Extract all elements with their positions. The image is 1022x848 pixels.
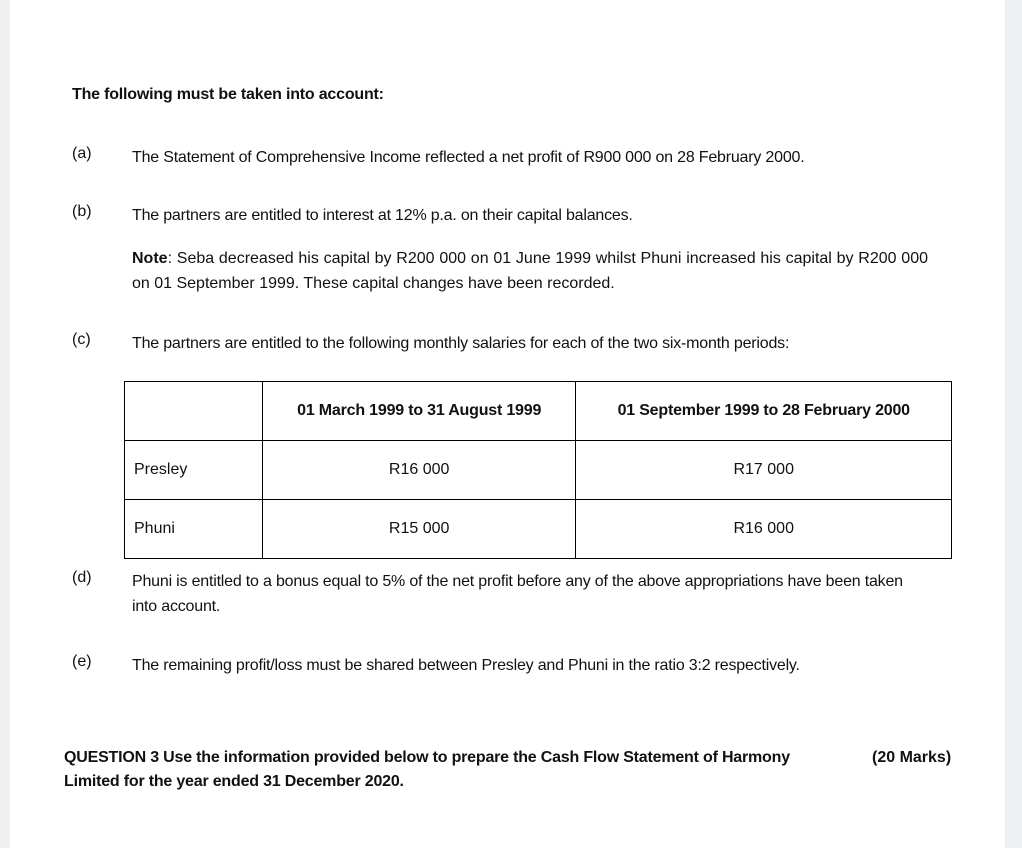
item-marker-e: (e) xyxy=(72,653,92,670)
item-text-b: The partners are entitled to interest at 12% p.a. on their capital balances. xyxy=(132,207,633,224)
row-presley-period2: R17 000 xyxy=(576,441,952,500)
table-header-period2: 01 September 1999 to 28 February 2000 xyxy=(576,382,952,441)
question-title: QUESTION 3 Use the information provided below to prepare the Cash Flow Statement of Harmony Limited for the year ended 31 December 2020. xyxy=(64,749,790,790)
item-text-c: The partners are entitled to the following monthly salaries for each of the two six-month periods: xyxy=(132,335,790,352)
row-phuni-period1: R15 000 xyxy=(262,500,576,559)
item-marker-d: (d) xyxy=(72,569,92,586)
table-header-period1: 01 March 1999 to 31 August 1999 xyxy=(262,382,576,441)
row-phuni-period2: R16 000 xyxy=(576,500,952,559)
note-label: Note xyxy=(132,250,168,267)
item-marker-b: (b) xyxy=(72,203,92,220)
item-marker-c: (c) xyxy=(72,331,91,348)
item-text-d: Phuni is entitled to a bonus equal to 5% of the net profit before any of the above appropriations have been taken into account. xyxy=(132,573,903,615)
note-paragraph xyxy=(132,246,928,296)
table-header-empty xyxy=(125,382,263,441)
question-marks: (20 Marks) xyxy=(872,749,952,766)
row-presley-period1: R16 000 xyxy=(262,441,576,500)
table-row xyxy=(125,441,952,500)
item-marker-a: (a) xyxy=(72,145,92,162)
document-page xyxy=(10,0,1005,848)
note-text: : Seba decreased his capital by R200 000 on 01 June 1999 whilst Phuni increased his capital by R200 000 on 01 September 1999. These capital changes have been recorded. xyxy=(132,250,928,292)
item-text-a: The Statement of Comprehensive Income reflected a net profit of R900 000 on 28 February 2000. xyxy=(132,149,805,166)
salary-table xyxy=(124,381,952,559)
row-name-phuni: Phuni xyxy=(125,500,263,559)
section-heading: The following must be taken into account: xyxy=(72,86,384,103)
item-text-e: The remaining profit/loss must be shared between Presley and Phuni in the ratio 3:2 respectively. xyxy=(132,657,800,674)
row-name-presley: Presley xyxy=(125,441,263,500)
table-header-row xyxy=(125,382,952,441)
table-row xyxy=(125,500,952,559)
